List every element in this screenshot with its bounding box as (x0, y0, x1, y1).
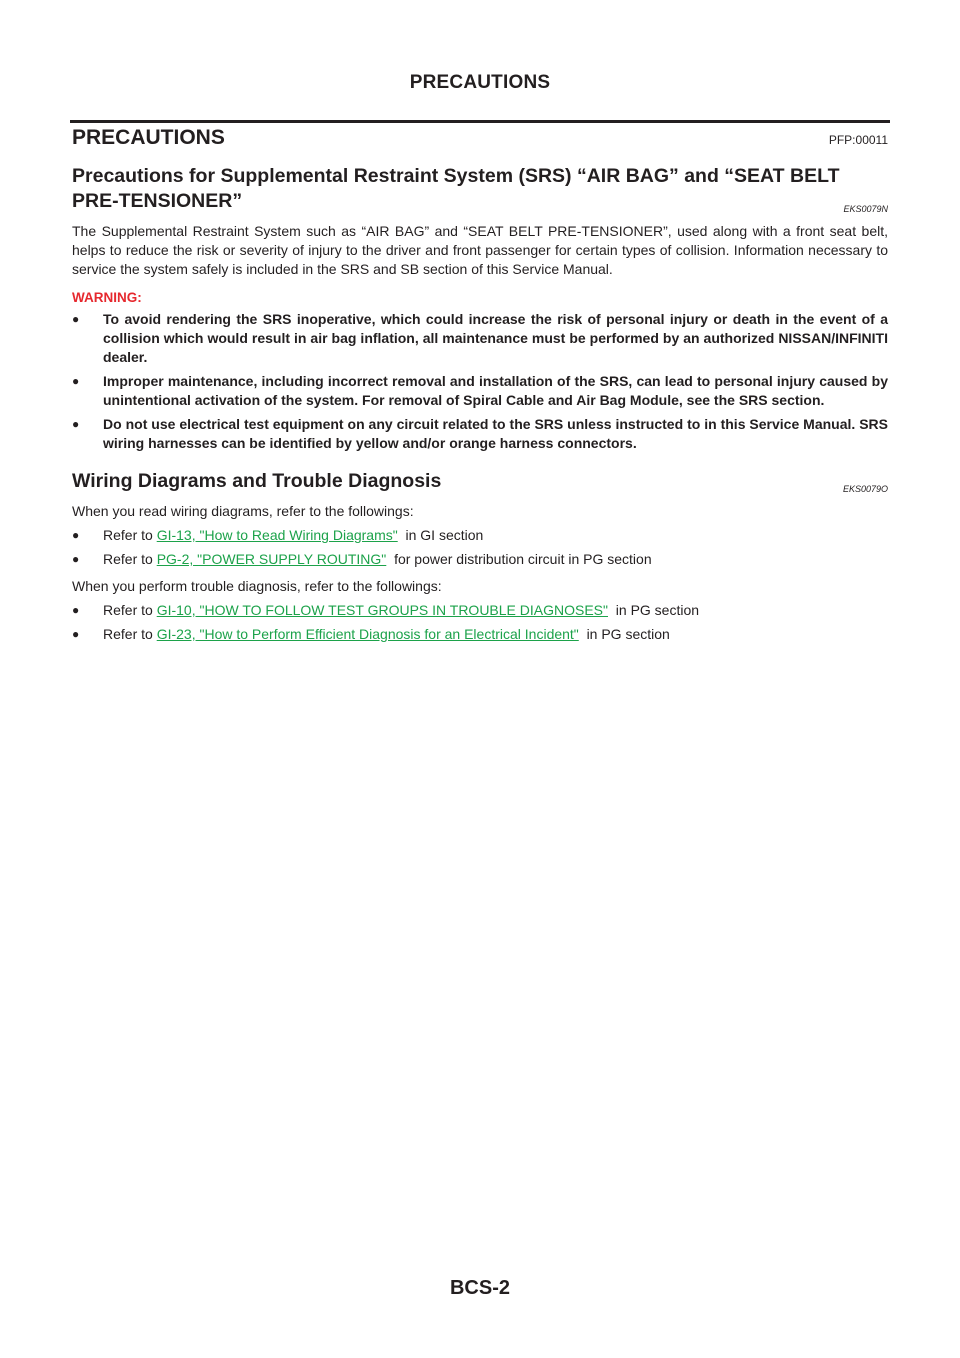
diagnosis-reference-list (72, 601, 888, 644)
reference-prefix: Refer to (103, 626, 153, 642)
section-title: PRECAUTIONS (72, 126, 225, 149)
reference-prefix: Refer to (103, 527, 153, 543)
reference-prefix: Refer to (103, 602, 153, 618)
reference-suffix: in PG section (615, 602, 700, 618)
bullet-dot-icon: ● (72, 603, 80, 617)
srs-code: EKS0079N (843, 204, 888, 214)
reference-link[interactable]: GI-10, "HOW TO FOLLOW TEST GROUPS IN TROUBLE DIAGNOSES" (156, 602, 608, 618)
warning-item (72, 415, 888, 453)
warning-list (72, 310, 888, 453)
wiring-code: EKS0079O (842, 484, 888, 494)
bullet-dot-icon: ● (72, 528, 80, 542)
bullet-dot-icon: ● (72, 374, 80, 388)
reference-link[interactable]: PG-2, "POWER SUPPLY ROUTING" (156, 551, 387, 567)
read-reference-list (72, 526, 888, 569)
section-code: PFP:00011 (828, 133, 888, 147)
reference-item (72, 550, 888, 569)
warning-text: Do not use electrical test equipment on any circuit related to the SRS unless instructed to in this Service Manual. SRS wiring harnesses can be identified by yellow and/or orange harness connectors. (103, 416, 888, 451)
reference-suffix: in PG section (586, 626, 670, 642)
reference-item (72, 526, 888, 545)
srs-title: Precautions for Supplemental Restraint System (SRS) “AIR BAG” and “SEAT BELT PRE-TENSIONER” (72, 165, 840, 212)
warning-text: Improper maintenance, including incorrect removal and installation of the SRS, can lead to personal injury caused by unintentional activation of the system. For removal of Spiral Cable and Air Bag Module, see the SRS section. (103, 373, 888, 408)
warning-item (72, 372, 888, 410)
wiring-title: Wiring Diagrams and Trouble Diagnosis (72, 470, 442, 492)
bullet-dot-icon: ● (72, 552, 80, 566)
header-rule (70, 120, 890, 123)
warning-text: To avoid rendering the SRS inoperative, which could increase the risk of personal injury or death in the event of a collision which would result in air bag inflation, all maintenance must be performed by an authorized NISSAN/INFINITI dealer. (103, 311, 888, 365)
bullet-dot-icon: ● (72, 312, 80, 326)
srs-body: The Supplemental Restraint System such as “AIR BAG” and “SEAT BELT PRE-TENSIONER”, used along with a front seat belt, helps to reduce the risk or severity of injury to the driver and front passenger for certain types of collision. Information necessary to service the system safely is included in the SRS and SB section of this Service Manual. (72, 223, 888, 277)
page-number: BCS-2 (449, 1277, 510, 1299)
reference-suffix: in GI section (405, 527, 484, 543)
reference-link[interactable]: GI-23, "How to Perform Efficient Diagnosis for an Electrical Incident" (156, 626, 579, 642)
reference-prefix: Refer to (103, 551, 153, 567)
bullet-dot-icon: ● (72, 417, 80, 431)
warning-label: WARNING: (72, 290, 142, 305)
reference-item (72, 625, 888, 644)
wiring-heading (72, 469, 888, 494)
warning-item (72, 310, 888, 367)
wiring-intro-diagnosis: When you perform trouble diagnosis, refer to the followings: (72, 578, 442, 594)
srs-heading (72, 164, 888, 214)
reference-suffix: for power distribution circuit in PG section (394, 551, 652, 567)
wiring-intro-read: When you read wiring diagrams, refer to the followings: (72, 503, 414, 519)
page-content (72, 126, 888, 644)
section-heading (72, 126, 888, 150)
reference-item (72, 601, 888, 620)
reference-link[interactable]: GI-13, "How to Read Wiring Diagrams" (156, 527, 398, 543)
bullet-dot-icon: ● (72, 627, 80, 641)
running-header: PRECAUTIONS (409, 72, 551, 93)
